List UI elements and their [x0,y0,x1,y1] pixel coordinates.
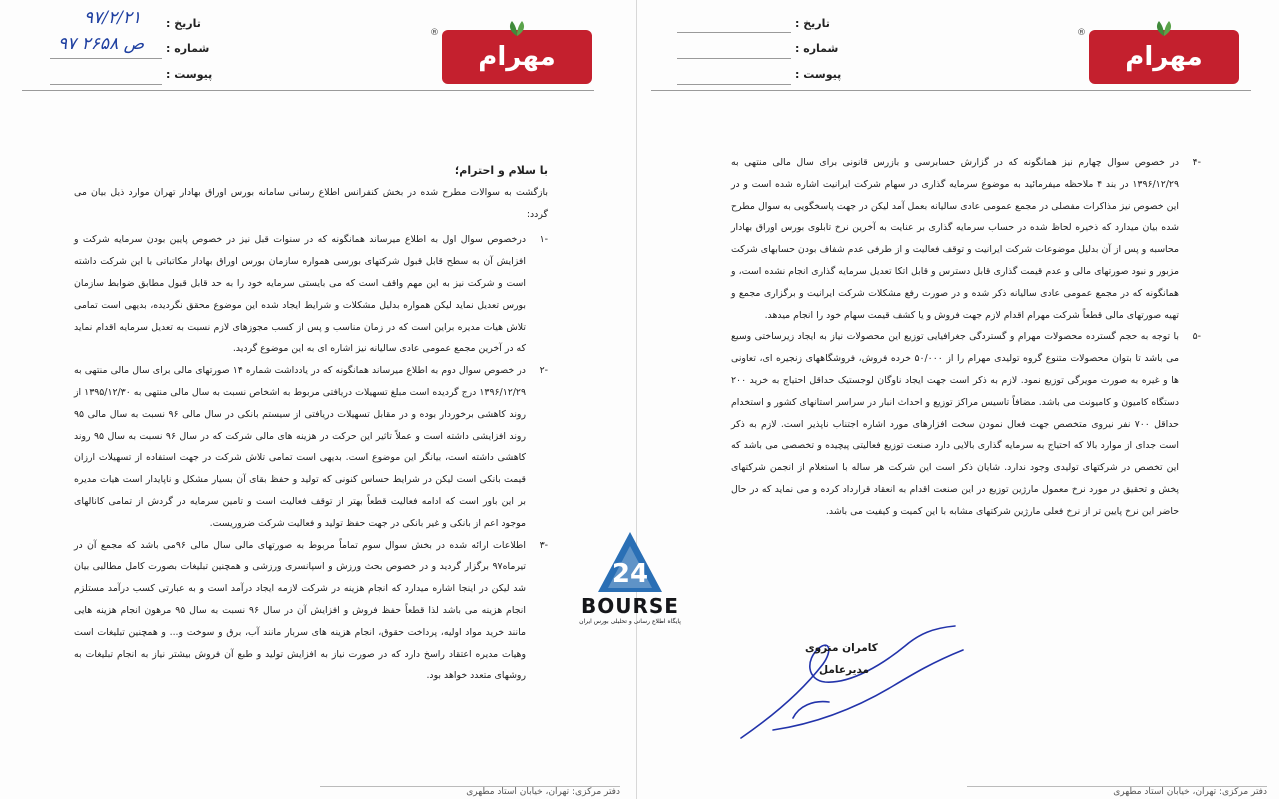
attachment-line [50,84,162,85]
watermark-number: 24 [611,559,649,589]
watermark-word: BOURSE [581,594,679,618]
leaf-icon [506,20,528,36]
number-line [677,58,791,59]
item-number: -۲ [539,365,548,377]
brand-wordmark: مهرام [478,42,556,72]
list-item [74,229,548,360]
date-label: تاریخ : [166,17,201,30]
letter-page-left [0,0,637,799]
handwritten-date: ۹۷/۲/۲۱ [84,8,142,28]
item-number: -۴ [1192,157,1201,168]
bourse24-emblem-icon [596,530,664,594]
bourse24-watermark [570,530,690,640]
footer-address: دفتر مرکزی: تهران، خیابان استاد مطهری [967,786,1267,799]
item-number: -۳ [539,539,548,551]
attachment-label: پیوست : [166,68,213,81]
date-label: تاریخ : [795,17,830,30]
date-line [677,32,791,33]
list-item [731,152,1201,326]
number-label: شماره : [166,42,210,55]
watermark-tagline: پایگاه اطلاع رسانی و تحلیلی بورس ایران [579,618,681,625]
letter-body-right [731,152,1201,523]
signatory-title: مدیرعامل [819,664,870,676]
item-number: -۱ [539,234,548,246]
item-number: -۵ [1192,331,1201,343]
item-text: اطلاعات ارائه شده در بخش سوال سوم تماماً مربوط به صورتهای مالی سال مالی ۹۶می باشد که مجمع آن در تیرماه۹۷ برگزار گردید و در خصوص بحث ورزش و اسپانسری ورزشی و همچنین تبلیغات بصورت کامل مطالبی بیان شد لیکن در اینجا اشاره میدارد که انجام هزینه در شرکت لازمه ایجاد درآمد است و به عبارتی کسب درآمد مستلزم انجام هزینه می باشد لذا قطعاً حفظ فروش و افزایش آن در سال ۹۶ نسبت به سال ۹۵ مرهون انجام هزینه هایی مانند خرید مواد اولیه، پرداخت حقوق، انجام هزینه های سربار مانند آب، برق و سوخت و... و همچنین تبلیغات است وهیات مدیره اعتقاد راسخ دارد که در صورت نیاز به افزایش تولید و طبع آن فروش بیشتر نیاز به انجام تبلیغات به روشهای متعدد خواهد بود. [74,539,526,682]
signatory-name: کامران منزوی [805,642,878,654]
header-rule [651,90,1251,91]
letter-page-right [637,0,1279,799]
header-rule [22,90,594,91]
number-label: شماره : [795,42,839,55]
item-text: با توجه به حجم گسترده محصولات مهرام و گستردگی جغرافیایی توزیع این محصولات نیاز به ایجاد زیرساختی وسیع می باشد تا بتوان محصولات متنوع گروه تولیدی مهرام را از ۵۰/۰۰۰ خرده فروش، فروشگاههای زنجیره ای، تعاونی ها و غیره به صورت مویرگی توزیع نمود. لازم به ذکر است جهت ایجاد ناوگان لوجستیک حداقل احتیاج به خرید ۲۰۰ دستگاه کامیون و کامیونت می باشد. مضافاً تاسیس مراکز توزیع و احداث انبار در سراسر استانهای کشور و استخدام حداقل ۷۰۰ نفر نیروی متخصص جهت فعال نمودن سخت افزارهای مورد اشاره اجتناب ناپذیر است. لازم به ذکر است جدای از موارد بالا که احتیاج به سرمایه گذاری بالایی دارد صنعت توزیع فعالیتی پیچیده و تخصصی می باشد که این تخصص در شرکتهای تولیدی وجود ندارد. شایان ذکر است این شرکت هر ساله با استعلام از انجمن شرکتهای پخش و تحقیق در مورد نرخ معمول مارژین توزیع در این صنعت اقدام به انعقاد قرارداد کرده و می نماید که در حال حاضر این نرخ پایین تر از نرخ فعلی مارژین شرکتهای مشابه با این کمیت و کیفیت می باشد. [731,331,1179,517]
number-line [50,58,162,59]
list-item [74,360,548,534]
handwritten-number: ۹۷ ص ۲۶۵۸ [58,34,145,54]
item-text: در خصوص سوال چهارم نیز همانگونه که در گزارش حسابرسی و بازرس قانونی برای سال مالی منتهی به ۱۳۹۶/۱۲/۲۹ در بند ۴ ملاحظه میفرمائید به موضوع سرمایه گذاری در سهام شرکت ایرانیت اشاره شده است و در این خصوص نیز مذاکرات مفصلی در مجمع عمومی عادی سالیانه بعمل آمد لیکن در جهت پاسخگویی به سوال مطرح شده بیان میدارد که ذخیره لحاظ شده در حساب سرمایه گذاری بر عنایت به آخرین نرخ تابلوی بورس اوراق بهادار محاسبه و پس از آن بدلیل موضوعات شرکت ایرانیت و توقف فعالیت و از طرفی عدم شفاف بودن حسابهای شرکت مزبور و نبود صورتهای مالی و عدم قیمت گذاری قابل دسترس و قابل اتکا تعدیل سرمایه گذاری انجام نشده است، و همانگونه که در مجمع عمومی عادی سالیانه ذکر شده و در صورت رفع مشکلات شرکت ایرانیت و برگزاری مجمع و تهیه صورتهای مالی قطعاً شرکت مهرام اقدام لازم جهت فروش و یا کشف قیمت سهام خود را انجام میدهد. [731,157,1179,321]
handwritten-signature [733,620,973,750]
attachment-label: پیوست : [795,68,842,81]
list-item [731,326,1201,522]
list-item [74,535,548,688]
registered-mark: ® [430,28,439,38]
attachment-line [677,84,791,85]
item-text: درخصوص سوال اول به اطلاع میرساند همانگونه که در سنوات قبل نیز در خصوص پایین بودن سرمایه شرکت و افزایش آن به سطح قابل قبول شرکتهای بورسی همواره سازمان بورس اوراق بهادار مکاتباتی با این شرکت داشته است و شرکت نیز به این مهم واقف است که می بایستی سرمایه خود را به حد قابل قبول مطابق ضوابط سازمان بورس تعدیل نماید لیکن همواره بدلیل مشکلات و شرایط ایجاد شده این موضوع محقق نگردیده، بدیهی است تمامی تلاش هیات مدیره براین است که در زمان مناسب و پس از کسب مجوزهای لازم نسبت به تعدیل سرمایه اقدام نماید که در آخرین مجمع عمومی عادی سالیانه نیز اشاره ای به این موضوع گردید. [74,234,526,355]
intro-paragraph: بازگشت به سوالات مطرح شده در بخش کنفرانس اطلاع رسانی سامانه بورس اوراق بهادار تهران موارد ذیل بیان می گردد: [74,186,548,220]
leaf-icon [1153,20,1175,36]
brand-wordmark: مهرام [1125,42,1203,72]
mehram-logo [1077,28,1239,84]
registered-mark: ® [1077,28,1086,38]
footer-address: دفتر مرکزی: تهران، خیابان استاد مطهری [320,786,620,799]
greeting: با سلام و احترام؛ [454,164,548,177]
letter-body-left [74,160,548,687]
mehram-logo [430,28,592,84]
item-text: در خصوص سوال دوم به اطلاع میرساند همانگونه که در یادداشت شماره ۱۴ صورتهای مالی برای سال مالی منتهی به ۱۳۹۶/۱۲/۲۹ درج گردیده است مبلغ تسهیلات دریافتی مربوط به اشخاص نسبت به سال مالی منتهی به ۱۳۹۵/۱۲/۳۰ از روند کاهشی برخوردار بوده و در مقابل تسهیلات دریافتی از سیستم بانکی در سال مالی ۹۶ نسبت به سال مالی ۹۵ روند افزایشی داشته است و عملاً تاثیر این حرکت در هزینه های مالی شرکت که در سال ۹۶ نسبت به سال ۹۵ روند کاهشی داشته است، بیانگر این موضوع است. بدیهی است تمامی تلاش شرکت در جهت استفاده از تسهیلات ارزان قیمت بانکی است لیکن در شرایط حساس کنونی که تولید و حفظ بقای آن بسیار مشکل و ناپایدار است هیات مدیره بر این باور است که ادامه فعالیت قطعاً بهتر از توقف فعالیت است و تامین سرمایه در گردش از تمامی کانالهای موجود اعم از بانکی و غیر بانکی در جهت حفظ تولید و فعالیت شرکت ضروریست. [74,365,526,529]
